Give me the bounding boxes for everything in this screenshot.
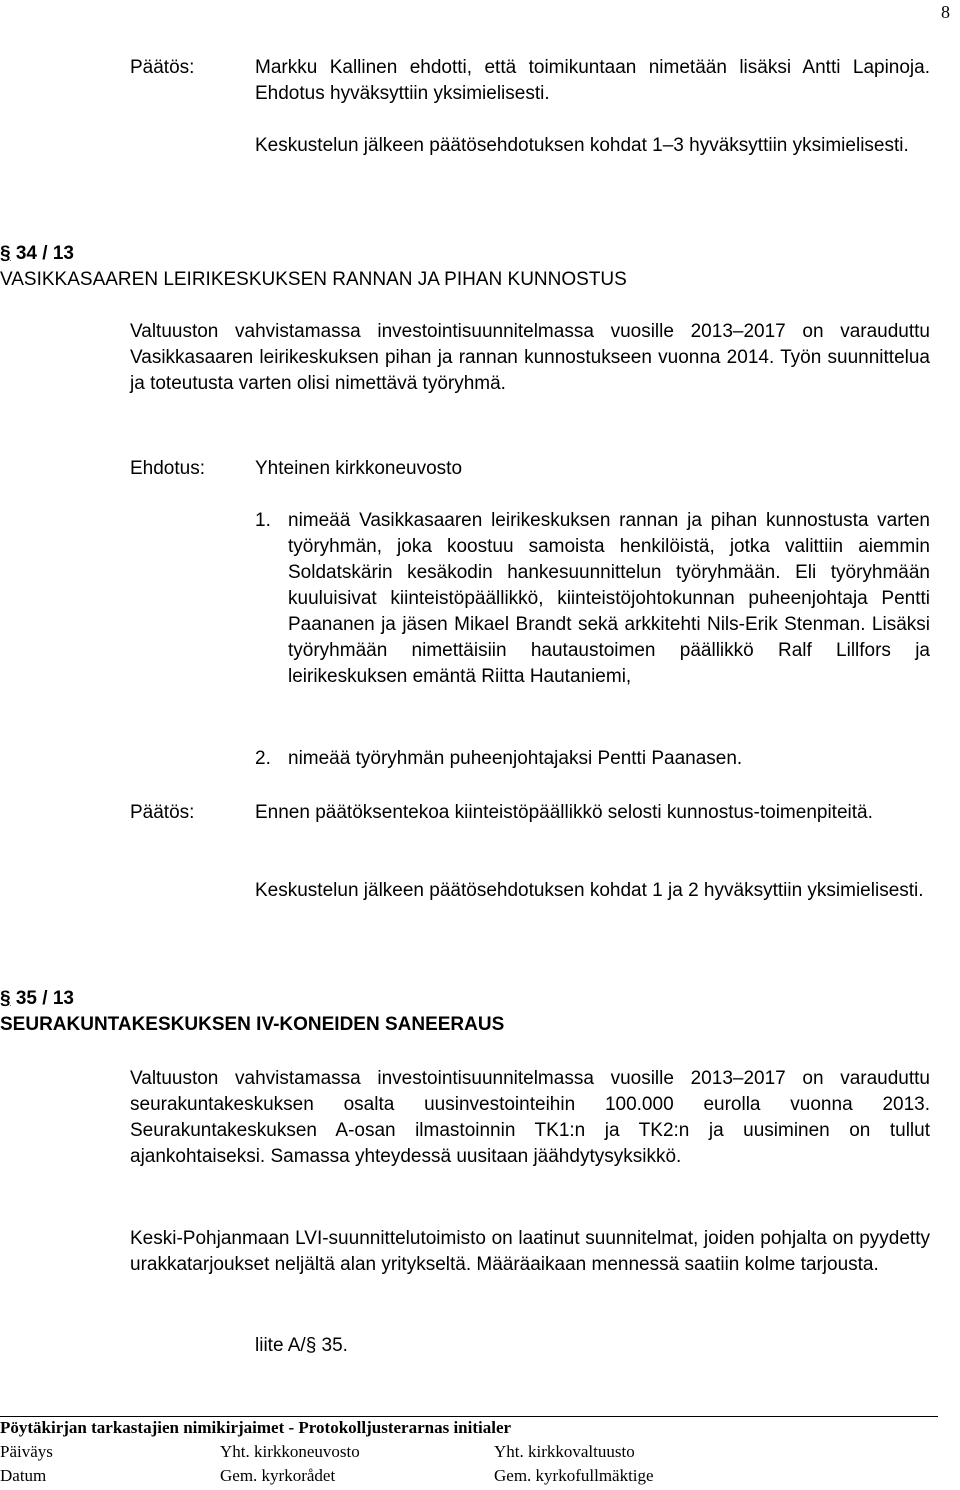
item-text: nimeää työryhmän puheenjohtajaksi Pentti Paanasen.: [288, 748, 743, 769]
proposal-item: [255, 508, 930, 690]
prev-decision-text: Markku Kallinen ehdotti, että toimikuntaan nimetään lisäksi Antti Lapinoja. Ehdotus hyväksyttiin yksimielisesti.: [255, 57, 930, 104]
footer-date-sv: Datum: [0, 1466, 47, 1485]
prev-after-text: Keskustelun jälkeen päätösehdotuksen kohdat 1–3 hyväksyttiin yksimielisesti.: [255, 135, 909, 156]
section-34-number: [0, 241, 74, 267]
proposal-by: Yhteinen kirkkoneuvosto: [255, 458, 463, 479]
section-number-text: 34 / 13: [10, 243, 74, 264]
paragraph-sign: §: [0, 243, 11, 264]
proposal-label: Ehdotus:: [130, 458, 205, 479]
footer-council-fi: Yht. kirkkoneuvosto: [220, 1442, 360, 1461]
section-34-title: VASIKKASAAREN LEIRIKESKUKSEN RANNAN JA PIHAN KUNNOSTUS: [0, 269, 627, 290]
decision-label: Päätös:: [130, 802, 195, 823]
decision-after-text: Keskustelun jälkeen päätösehdotuksen kohdat 1 ja 2 hyväksyttiin yksimielisesti.: [255, 880, 924, 901]
item-number: 2.: [255, 748, 271, 769]
paragraph-sign: §: [0, 988, 11, 1009]
item-number: 1.: [255, 510, 271, 531]
section-number-text: 35 / 13: [10, 988, 74, 1009]
prev-decision-label: Päätös:: [130, 57, 195, 78]
proposal-item: [255, 746, 930, 772]
footer-council-sv: Gem. kyrkorådet: [220, 1466, 336, 1485]
footer-title: Pöytäkirjan tarkastajien nimikirjaimet - Protokolljusterarnas initialer: [0, 1418, 512, 1437]
item-text: nimeää Vasikkasaaren leirikeskuksen rannan ja pihan kunnostusta varten työryhmän, joka koostuu samoista henkilöistä, jotka valittiin aiemmin Soldatskärin kesäkodin hankesuunnittelun työryhmään. Eli työryhmään kuuluisivat kiinteistöpäällikkö, kiinteistöjohtokunnan puheenjohtaja Pentti Paananen ja jäsen Mikael Brandt sekä arkkitehti Nils-Erik Stenman. Lisäksi työryhmään nimettäisiin hautaustoimen päällikkö Ralf Lillfors ja leirikeskuksen emäntä Riitta Hautaniemi,: [288, 510, 930, 687]
attachment-reference: liite A/§ 35.: [255, 1335, 348, 1356]
section-35-para1: Valtuuston vahvistamassa investointisuunnitelmassa vuosille 2013–2017 on varauduttu seurakuntakeskuksen osalta uusinvestointeihin 100.000 eurolla vuonna 2013. Seurakuntakeskuksen A-osan ilmastoinnin TK1:n ja TK2:n ja uusiminen on tullut ajankohtaiseksi. Samassa yhteydessä uusitaan jäähdytysyksikkö.: [130, 1068, 930, 1167]
decision-text: Ennen päätöksentekoa kiinteistöpäällikkö selosti kunnostus-toimenpiteitä.: [255, 802, 873, 823]
section-35-para2: Keski-Pohjanmaan LVI-suunnittelutoimisto on laatinut suunnitelmat, joiden pohjalta on pyydetty urakkatarjoukset neljältä alan yritykseltä. Määräaikaan mennessä saatiin kolme tarjousta.: [130, 1228, 930, 1275]
section-35-number: [0, 986, 74, 1012]
footer-assembly-sv: Gem. kyrkofullmäktige: [494, 1466, 654, 1485]
footer-date-fi: Päiväys: [0, 1442, 53, 1461]
footer-assembly-fi: Yht. kirkkovaltuusto: [494, 1442, 635, 1461]
page-number: 8: [941, 2, 950, 22]
section-35-title: SEURAKUNTAKESKUKSEN IV-KONEIDEN SANEERAUS: [0, 1014, 505, 1035]
section-34-intro: Valtuuston vahvistamassa investointisuunnitelmassa vuosille 2013–2017 on varauduttu Vasikkasaaren leirikeskuksen pihan ja rannan kunnostukseen vuonna 2014. Työn suunnittelua ja toteutusta varten olisi nimettävä työryhmä.: [130, 321, 930, 394]
footer-rule: [0, 1416, 938, 1417]
